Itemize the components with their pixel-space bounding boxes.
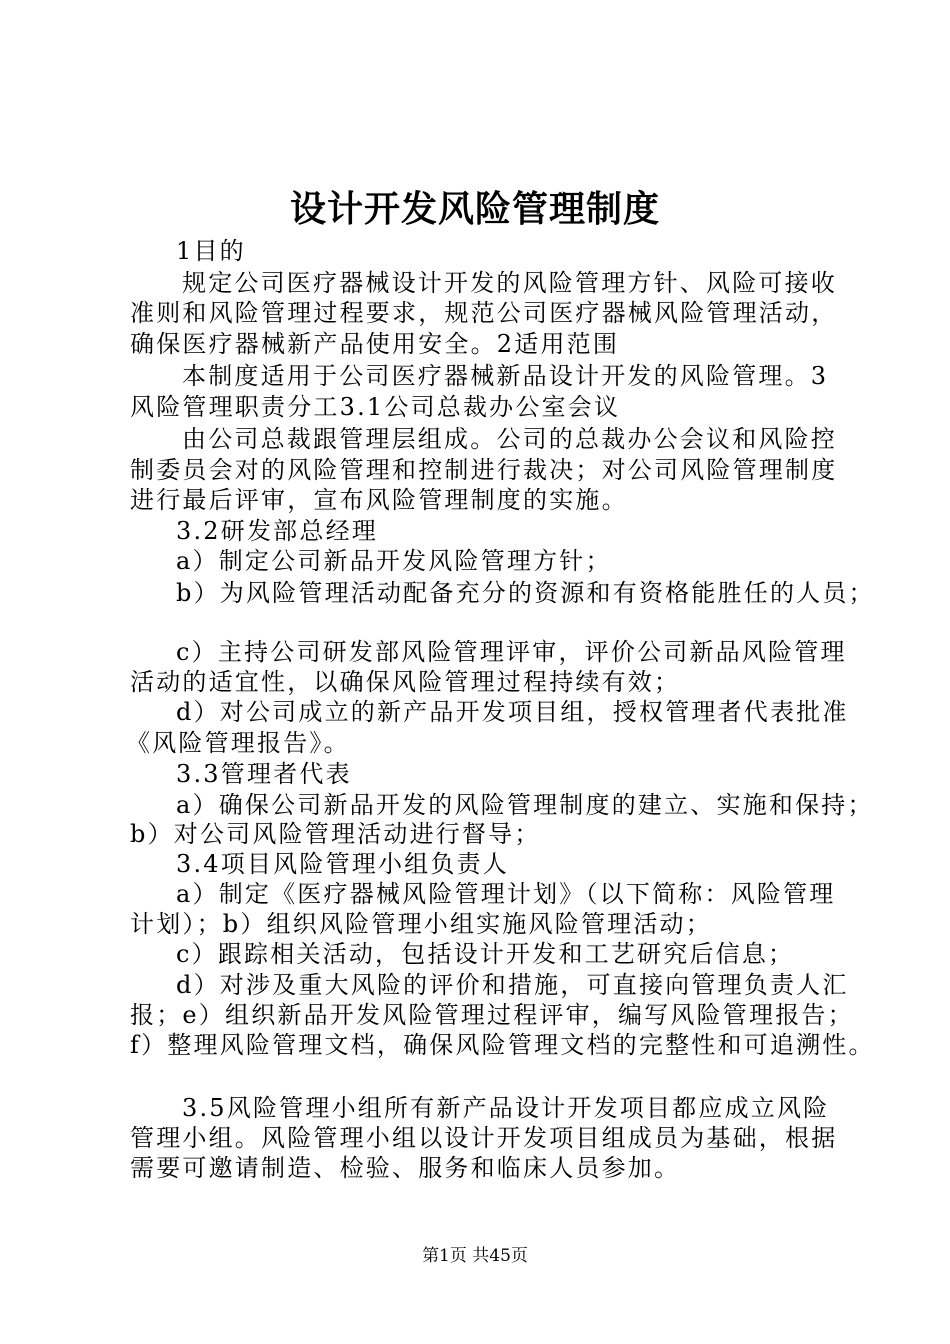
page-footer: 第1页 共45页: [422, 1246, 528, 1266]
list-item: d）对涉及重大风险的评价和措施，可直接向管理负责人汇: [176, 971, 849, 999]
list-item: c）主持公司研发部风险管理评审，评价公司新品风险管理: [176, 638, 847, 666]
body-line: 本制度适用于公司医疗器械新品设计开发的风险管理。3: [182, 362, 829, 390]
body-line: 需要可邀请制造、检验、服务和临床人员参加。: [130, 1154, 681, 1182]
body-line: 由公司总裁跟管理层组成。公司的总裁办公会议和风险控: [182, 425, 837, 453]
section-heading: 3.4项目风险管理小组负责人: [176, 850, 509, 878]
list-item: c）跟踪相关活动，包括设计开发和工艺研究后信息；: [176, 940, 795, 968]
section-heading-purpose: 1目的: [176, 237, 246, 265]
body-line: 报；e）组织新品开发风险管理过程评审，编写风险管理报告；: [130, 1001, 854, 1029]
body-line: 计划）；b）组织风险管理小组实施风险管理活动；: [130, 910, 712, 938]
section-heading: 3.2研发部总经理: [176, 517, 378, 545]
document-title: 设计开发风险管理制度: [289, 188, 660, 230]
body-line: 风险管理职责分工3.1公司总裁办公室会议: [130, 393, 621, 421]
list-item: a）制定公司新品开发风险管理方针；: [176, 547, 612, 575]
body-line: 确保医疗器械新产品使用安全。2适用范围: [130, 330, 620, 358]
section-heading: 3.5风险管理小组所有新产品设计开发项目都应成立风险: [182, 1094, 830, 1122]
section-heading: 3.3管理者代表: [176, 760, 352, 788]
list-item: a）制定《医疗器械风险管理计划》（以下简称：风险管理: [176, 880, 836, 908]
list-item: d）对公司成立的新产品开发项目组，授权管理者代表批准: [176, 698, 849, 726]
body-line: 制委员会对的风险管理和控制进行裁决；对公司风险管理制度: [130, 456, 838, 484]
list-item: a）确保公司新品开发的风险管理制度的建立、实施和保持；: [176, 791, 874, 819]
body-line: 规定公司医疗器械设计开发的风险管理方针、风险可接收: [182, 269, 837, 297]
list-item: b）为风险管理活动配备充分的资源和有资格能胜任的人员；: [176, 579, 875, 607]
list-item: b）对公司风险管理活动进行督导；: [130, 820, 541, 848]
body-line: 活动的适宜性，以确保风险管理过程持续有效；: [130, 668, 681, 696]
list-item: f）整理风险管理文档，确保风险管理文档的完整性和可追溯性。: [130, 1031, 875, 1059]
body-line: 准则和风险管理过程要求，规范公司医疗器械风险管理活动，: [130, 299, 838, 327]
body-line: 《风险管理报告》。: [126, 729, 350, 757]
body-line: 管理小组。风险管理小组以设计开发项目组成员为基础，根据: [130, 1124, 838, 1152]
body-line: 进行最后评审，宣布风险管理制度的实施。: [130, 486, 628, 514]
